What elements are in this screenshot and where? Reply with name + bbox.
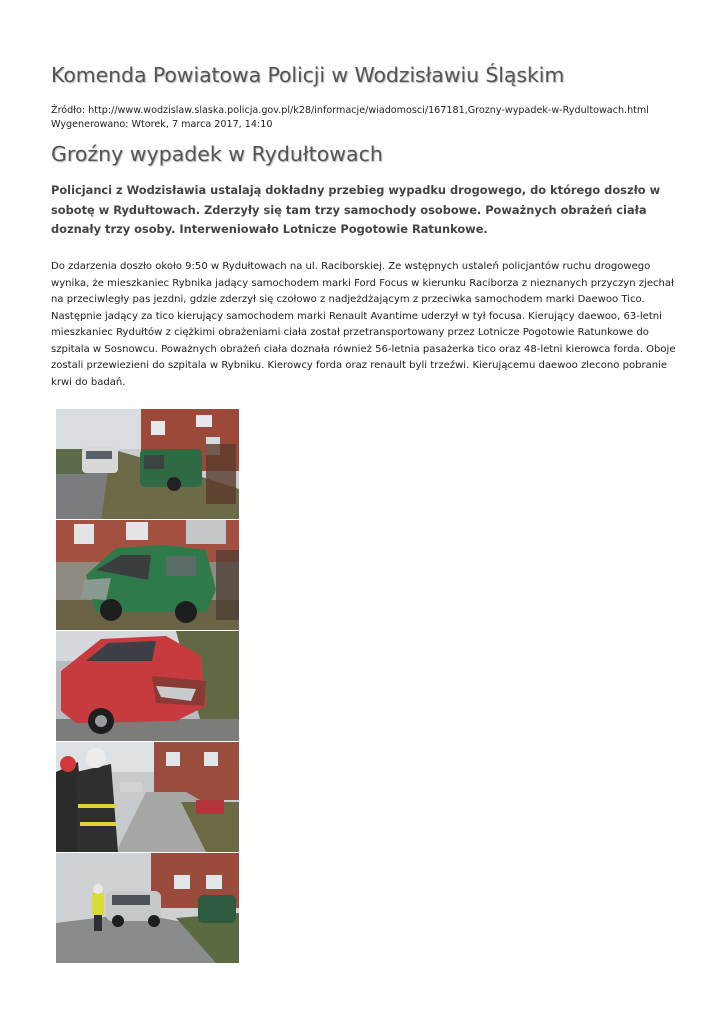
source-label: Źródło: (51, 105, 86, 116)
article-lead: Policjanci z Wodzisławia ustalają dokładny przebieg wypadku drogowego, do którego doszło w sobotę w Rydułtowach. Zderzyły się tam trzy samochody osobowe. Poważnych obrażeń ciała doznały trzy osoby. Interweniowało Lotnicze Pogotowie Ratunkowe. (51, 183, 661, 236)
document-meta (51, 104, 649, 131)
photo-police-officer[interactable] (56, 853, 239, 963)
generated-date: Wtorek, 7 marca 2017, 14:10 (131, 118, 273, 130)
article-body: Do zdarzenia doszło około 9:50 w Rydułtowach na ul. Raciborskiej. Ze wstępnych ustaleń policjantów ruchu drogowego wynika, że mieszkaniec Rybnika jadący samochodem marki Ford Focus w kierunku Raciborza z nieznanych przyczyn zjechał na przeciwległy pas jezdni, gdzie zderzył się czołowo z nadjeżdżającym z przeciwka samochodem marki Daewoo Tico. Następnie jadący za tico kierujący samochodem marki Renault Avantime uderzył w tył focusa. Kierujący daewoo, 63-letni mieszkaniec Rydułtów z ciężkimi obrażeniami ciała został przetransportowany przez Lotnicze Pogotowie Ratunkowe do szpitala w Sosnowcu. Poważnych obrażeń ciała doznała również 56-letnia pasażerka tico oraz 48-letni kierowca forda. Oboje zostali przewiezieni do szpitala w Rybniku. Kierowcy forda oraz renault byli trzeźwi. Kierującemu daewoo zlecono pobranie krwi do badań. (51, 261, 676, 388)
site-title: Komenda Powiatowa Policji w Wodzisławiu Śląskim (51, 63, 565, 87)
generated-line (51, 118, 649, 132)
generated-label: Wygenerowano: (51, 118, 129, 130)
photo-wrecked-tico[interactable] (56, 520, 239, 630)
photo-firefighters[interactable] (56, 742, 239, 852)
photo-crash-scene-street[interactable] (56, 409, 239, 519)
photo-damaged-renault[interactable] (56, 631, 239, 741)
source-line (51, 104, 649, 118)
article-title: Groźny wypadek w Rydułtowach (51, 142, 383, 166)
source-url: http://www.wodzislaw.slaska.policja.gov.pl/k28/informacje/wiadomosci/167181,Grozny-wypadek-w-Rydultowach.html (88, 105, 649, 116)
photo-gallery (56, 409, 239, 964)
